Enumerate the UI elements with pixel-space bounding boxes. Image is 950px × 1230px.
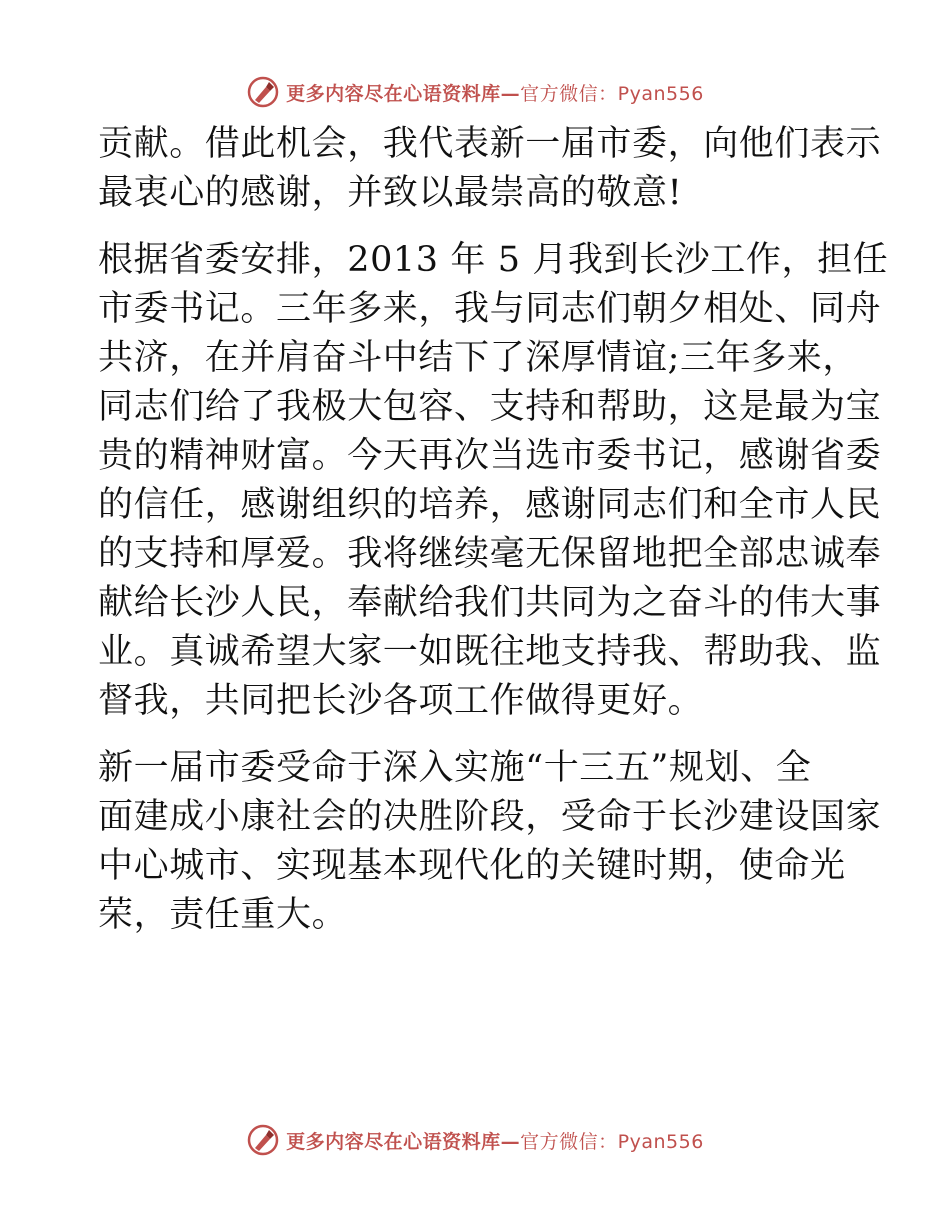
text-line: 面建成小康社会的决胜阶段，受命于长沙建设国家 (98, 797, 882, 837)
paragraph (98, 236, 889, 726)
text-line: 业。真诚希望大家一如既往地支持我、帮助我、监 (98, 632, 882, 672)
document-body (98, 118, 889, 940)
header-watermark-banner (0, 72, 950, 112)
text-line: 荣，责任重大。 (98, 895, 348, 935)
text-line: 贵的精神财富。今天再次当选市委书记，感谢省委 (98, 436, 882, 476)
footer-watermark-banner (0, 1120, 950, 1160)
text-line: 的信任，感谢组织的培养，感谢同志们和全市人民 (98, 485, 882, 525)
text-line: 的支持和厚爱。我将继续毫无保留地把全部忠诚奉 (98, 534, 882, 574)
text-line: 献给长沙人民，奉献给我们共同为之奋斗的伟大事 (98, 583, 882, 623)
banner-text: 更多内容尽在心语资料库—官方微信：Pyan556 (286, 82, 704, 105)
text-line: 中心城市、实现基本现代化的关键时期，使命光 (98, 846, 846, 886)
paragraph (98, 120, 882, 218)
text-line: 根据省委安排，2013 年 5 月我到长沙工作，担任 (98, 240, 889, 280)
banner-text: 更多内容尽在心语资料库—官方微信：Pyan556 (286, 1130, 704, 1153)
text-line: 督我，共同把长沙各项工作做得更好。 (98, 681, 704, 721)
text-line: 市委书记。三年多来，我与同志们朝夕相处、同舟 (98, 289, 882, 329)
text-line: 最衷心的感谢，并致以最崇高的敬意! (98, 173, 683, 213)
text-line: 同志们给了我极大包容、支持和帮助，这是最为宝 (98, 387, 882, 427)
pen-logo-icon (246, 75, 280, 109)
text-line: 共济，在并肩奋斗中结下了深厚情谊;三年多来， (98, 338, 858, 378)
text-line: 新一届市委受命于深入实施“十三五”规划、全 (98, 748, 812, 788)
paragraph (98, 744, 882, 940)
text-line: 贡献。借此机会，我代表新一届市委，向他们表示 (98, 124, 882, 164)
pen-logo-icon (246, 1123, 280, 1157)
